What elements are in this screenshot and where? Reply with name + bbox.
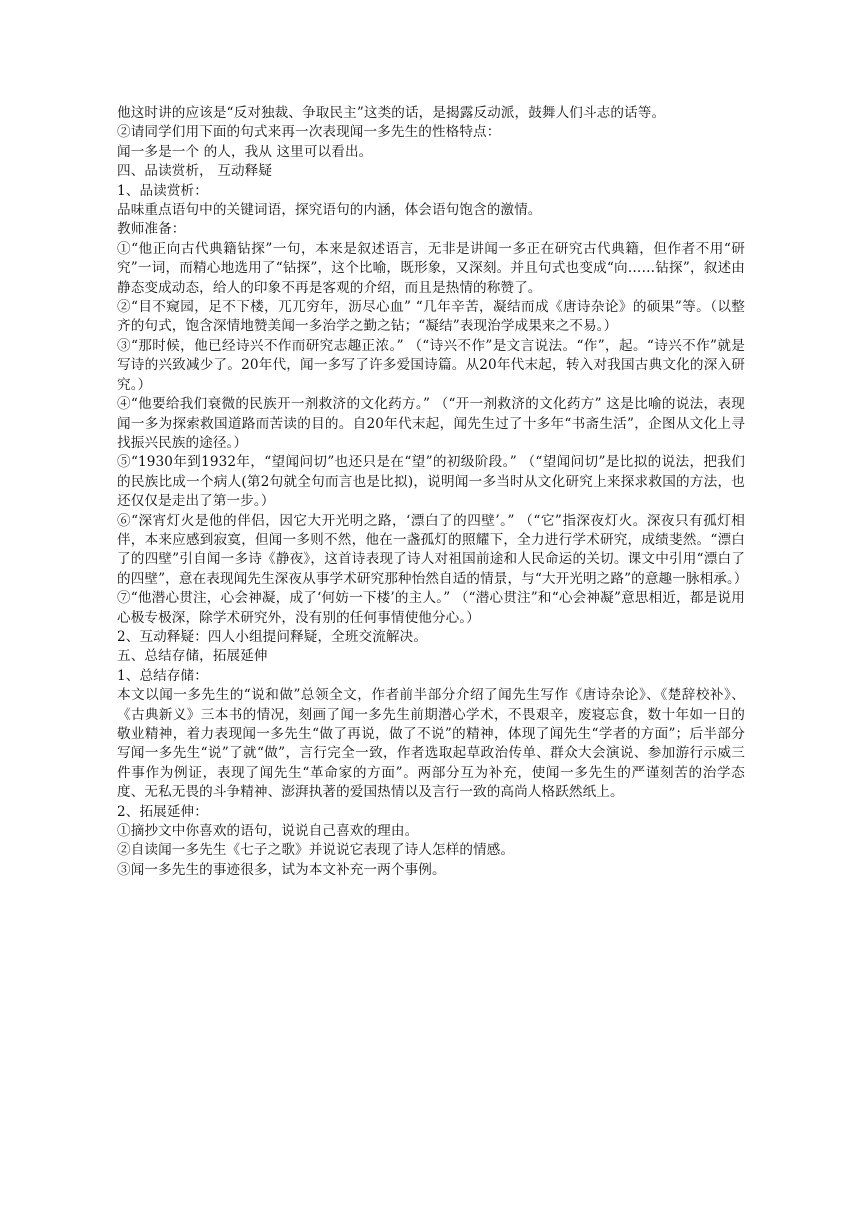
subsection-heading: 1、总结存储： bbox=[117, 667, 208, 684]
paragraph: ⑥“深宵灯火是他的伴侣，因它大开光明之路，‘漂白了的四壁’。” （“它”指深夜灯火。深夜只有孤灯相伴，本来应感到寂寞，但闻一多则不然，他在一盏孤灯的照耀下，全力进行学术研究，成绩斐然。“漂白了的四壁”引自闻一多诗《静夜》，这首诗表现了诗人对祖国前途和人民命运的关切。课文中引用“漂白了的四壁”，意在表现闻先生深夜从事学术研究那种怡然自适的情景，与“大开光明之路”的意趣一脉相承。） bbox=[117, 512, 748, 587]
section-heading: 四、品读赏析， 互动释疑 bbox=[117, 163, 273, 180]
paragraph: ③“那时候，他已经诗兴不作而研究志趣正浓。” （“诗兴不作”是文言说法。“作”，起。“诗兴不作”就是写诗的兴致减少了。20年代，闻一多写了许多爱国诗篇。从20年代末起，转入对我国古典文化的深入研究。） bbox=[117, 337, 745, 393]
subsection-heading: 2、拓展延伸： bbox=[117, 803, 208, 820]
text-line: 他这时讲的应该是“反对独裁、争取民主”这类的话，是揭露反动派，鼓舞人们斗志的话等。 bbox=[117, 105, 666, 121]
subsection-heading: 1、品读赏析： bbox=[117, 182, 208, 199]
paragraph: 本文以闻一多先生的“说和做”总领全文，作者前半部分介绍了闻先生写作《唐诗杂论》、《楚辞校补》、《古典新义》三本书的情况，刻画了闻一多先生前期潜心学术，不畏艰辛，废寝忘食，数十年如一日的敬业精神，着力表现闻一多先生“做了再说，做了不说”的精神，体现了闻先生“学者的方面”；后半部分写闻一多先生“说”了就“做”，言行完全一致，作者选取起草政治传单、群众大会演说、参加游行示威三件事作为例证，表现了闻先生“革命家的方面”。两部分互为补充，使闻一多先生的严谨刻苦的治学态度、无私无畏的斗争精神、澎湃执著的爱国热情以及言行一致的高尚人格跃然纸上。 bbox=[117, 687, 745, 801]
section-heading: 五、总结存储，拓展延伸 bbox=[117, 648, 268, 665]
paragraph: ④“他要给我们衰微的民族开一剂救济的文化药方。” （“开一剂救济的文化药方” 这是比喻的说法，表现闻一多为探索救国道路而苦读的目的。自20年代末起，闻先生过了十多年“书斋生活”，企图从文化上寻找振兴民族的途径。） bbox=[117, 396, 745, 451]
text-line: ②请同学们用下面的句式来再一次表现闻一多先生的性格特点： bbox=[117, 124, 501, 141]
document-body bbox=[117, 104, 748, 880]
paragraph: ⑦“他潜心贯注，心会神凝，成了‘何妨一下楼’的主人。” （“潜心贯注”和“心会神凝”意思相近，都是说用心极专极深，除学术研究外，没有别的任何事情使他分心。） bbox=[117, 590, 745, 626]
paragraph: ⑤“1930年到1932年，“望闻问切”也还只是在“望”的初级阶段。” （“望闻问切”是比拟的说法，把我们的民族比成一个病人(第2句就全句而言也是比拟)，说明闻一多当时从文化研究上来探求救国的方法，也还仅仅是走出了第一步。） bbox=[117, 454, 745, 510]
text-line: 品味重点语句中的关键词语，探究语句的内涵，体会语句饱含的激情。 bbox=[117, 202, 542, 219]
text-line: ②自读闻一多先生《七子之歌》并说说它表现了诗人怎样的情感。 bbox=[117, 842, 515, 859]
paragraph: ②“目不窥园，足不下楼，兀兀穷年，沥尽心血” “几年辛苦，凝结而成《唐诗杂论》的硕果”等。（以整齐的句式，饱含深情地赞美闻一多治学之勤之钻；“凝结”表现治学成果来之不易。） bbox=[117, 299, 745, 335]
text-line: 闻一多是一个 的人，我从 这里可以看出。 bbox=[117, 143, 373, 160]
text-line: ①摘抄文中你喜欢的语句，说说自己喜欢的理由。 bbox=[117, 823, 419, 840]
text-line: 2、互动释疑：四人小组提问释疑，全班交流解决。 bbox=[117, 628, 428, 645]
text-line: 教师准备： bbox=[117, 221, 186, 238]
text-line: ③闻一多先生的事迹很多，试为本文补充一两个事例。 bbox=[117, 861, 446, 878]
paragraph: ①“他正向古代典籍钻探”一句，本来是叙述语言，无非是讲闻一多正在研究古代典籍，但作者不用“研究”一词，而精心地选用了“钻探”，这个比喻，既形象，又深刻。并且句式也变成“向……钻探”，叙述由静态变成动态，给人的印象不再是客观的介绍，而且是热情的称赞了。 bbox=[117, 240, 745, 296]
